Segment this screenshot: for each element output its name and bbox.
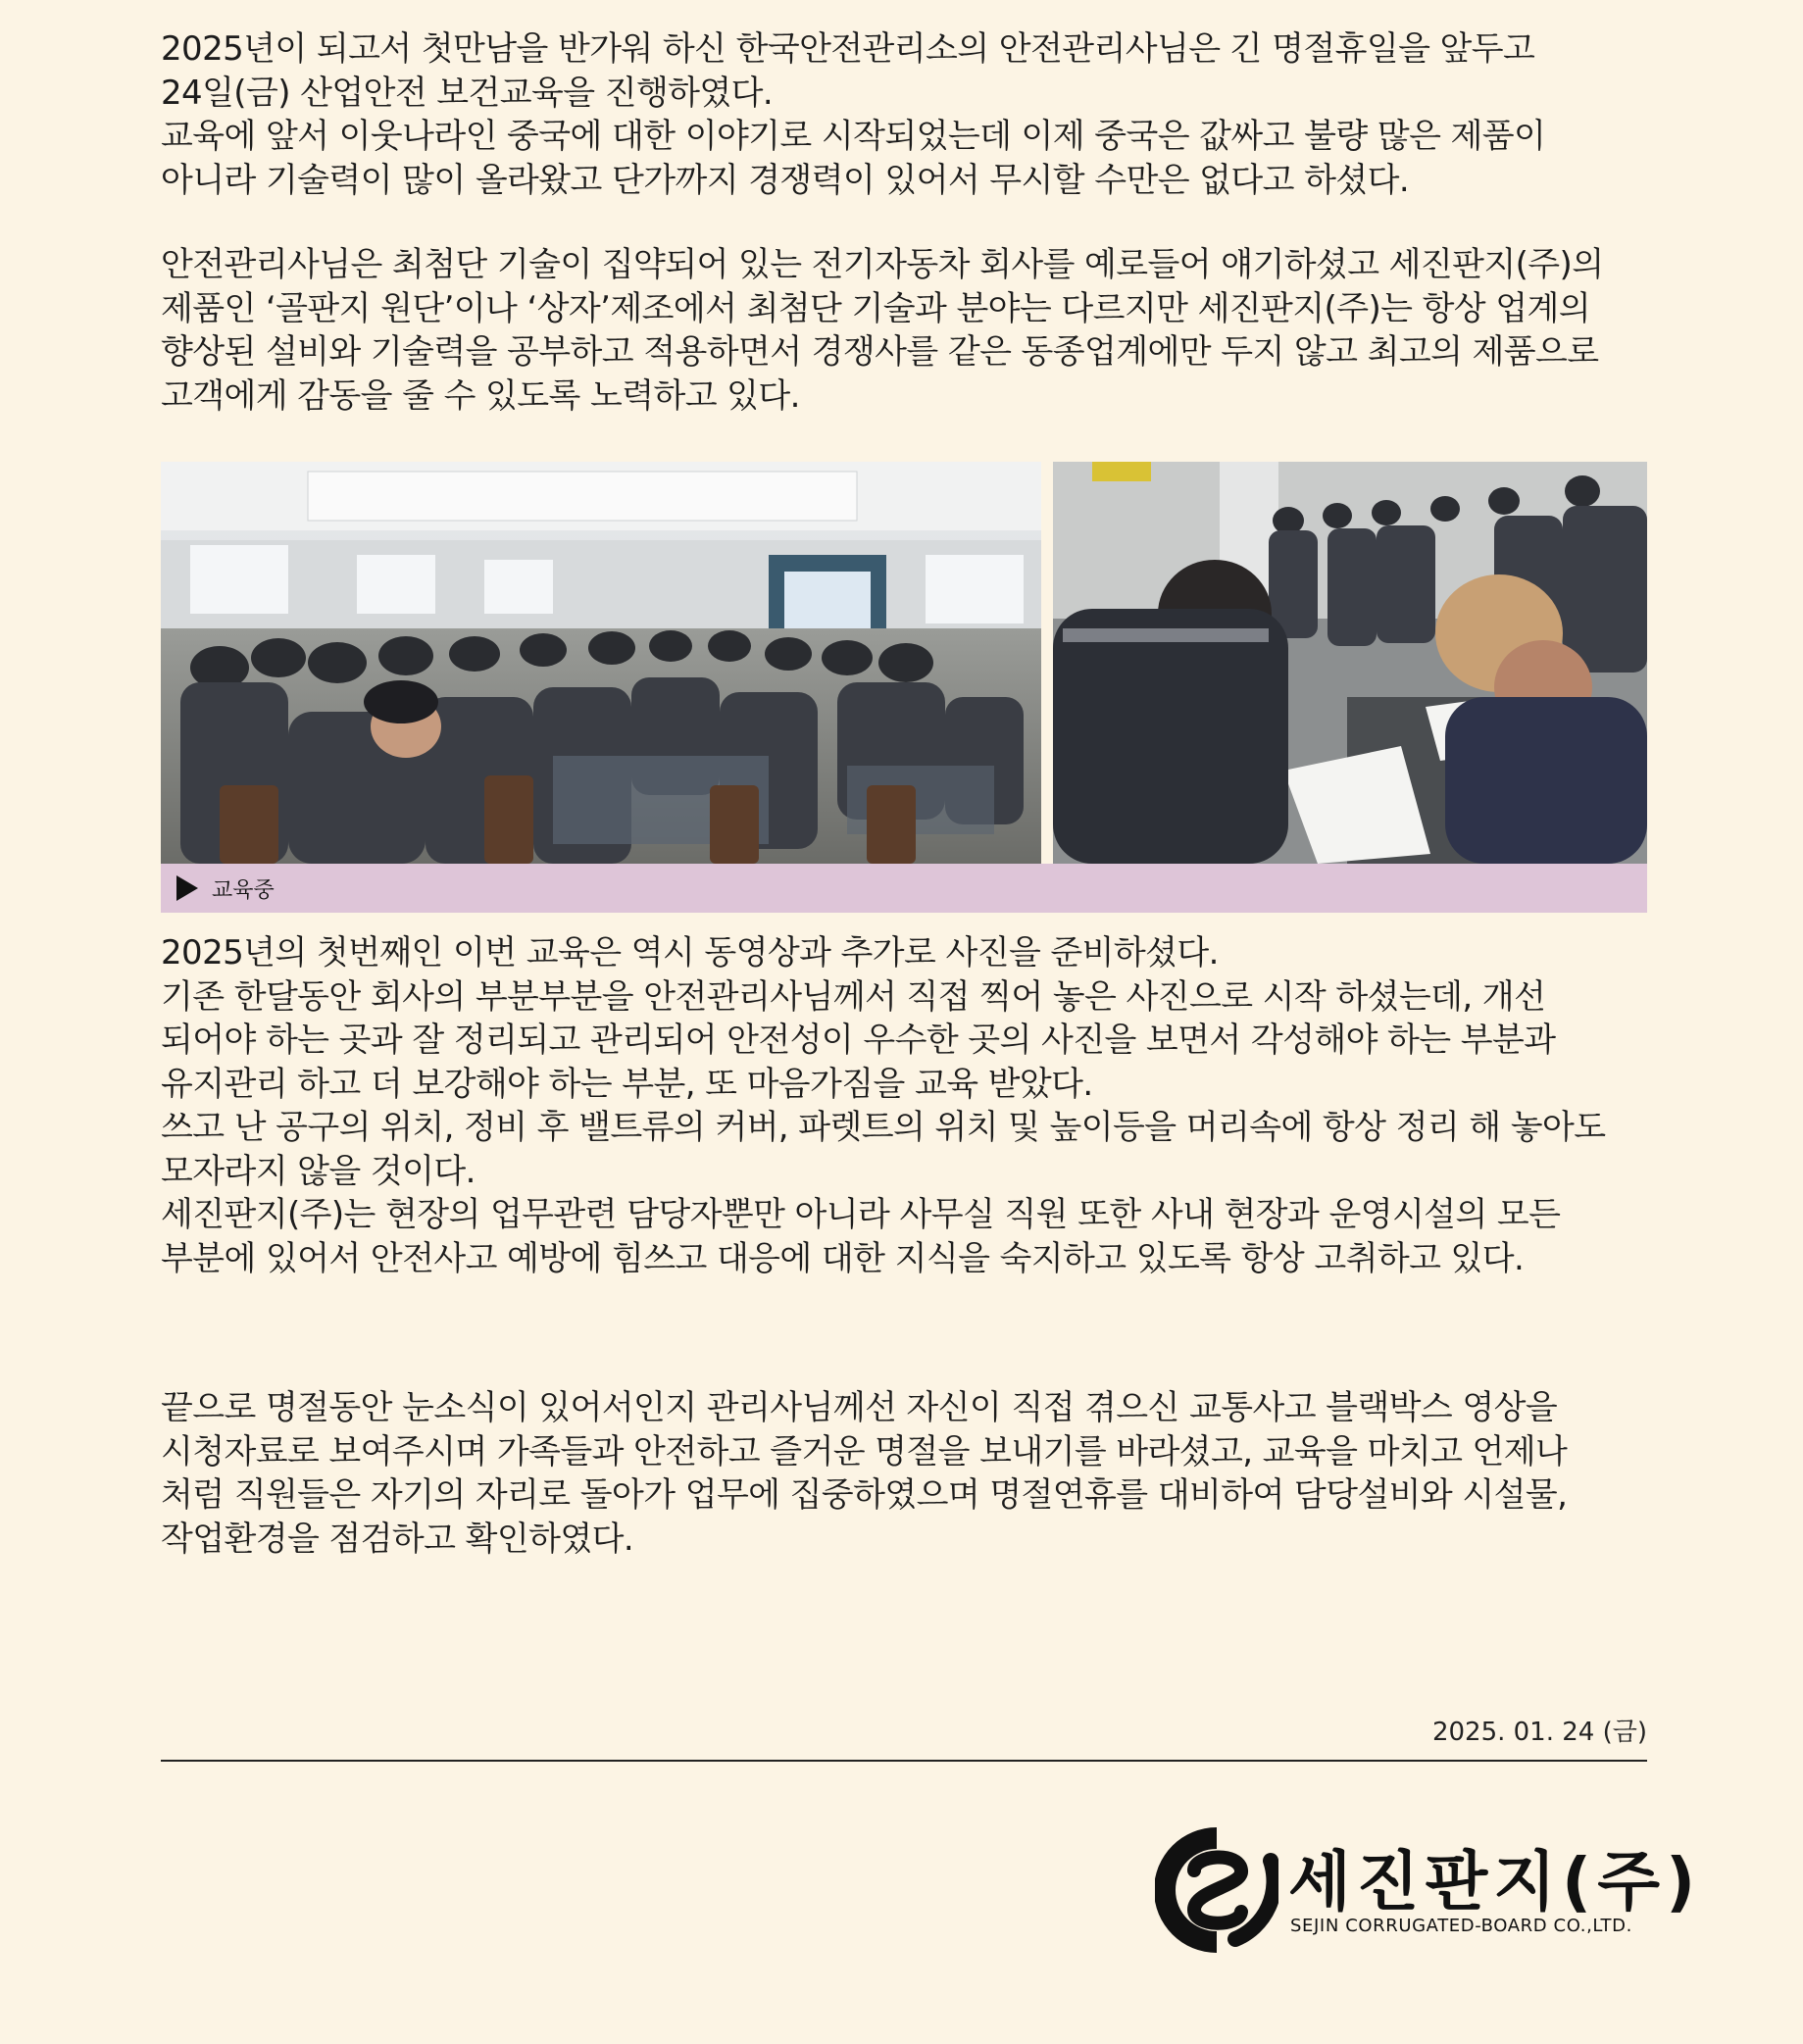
photo-caption-bar — [161, 864, 1647, 913]
paragraph-closing — [161, 1386, 1567, 1561]
training-room-photo — [161, 462, 1041, 864]
paragraph-intro — [161, 27, 1545, 202]
text-line: 세진판지(주)는 현장의 업무관련 담당자뿐만 아니라 사무실 직원 또한 사내 현장과 운영시설의 모든 — [161, 1195, 1561, 1234]
text-line: 향상된 설비와 기술력을 공부하고 적용하면서 경쟁사를 같은 동종업계에만 두지 않고 최고의 제품으로 — [161, 332, 1599, 372]
text-line: 2025년의 첫번째인 이번 교육은 역시 동영상과 추가로 사진을 준비하셨다. — [161, 933, 1219, 972]
play-arrow-icon — [176, 875, 198, 901]
workers-signing-photo — [1053, 462, 1647, 864]
company-logo — [1155, 1821, 1702, 1959]
divider — [161, 1760, 1647, 1762]
text-line: 끝으로 명절동안 눈소식이 있어서인지 관리사님께선 자신이 직접 겪으신 교통사고 블랙박스 영상을 — [161, 1388, 1558, 1427]
text-line: 기존 한달동안 회사의 부분부분을 안전관리사님께서 직접 찍어 놓은 사진으로 시작 하셨는데, 개선 — [161, 976, 1546, 1017]
text-line: 부분에 있어서 안전사고 예방에 힘쓰고 대응에 대한 지식을 숙지하고 있도록 항상 고취하고 있다. — [161, 1238, 1525, 1278]
text-line: 안전관리사님은 최첨단 기술이 집약되어 있는 전기자동차 회사를 예로들어 얘기하셨고 세진판지(주)의 — [161, 245, 1604, 284]
text-line: 2025년이 되고서 첫만남을 반가워 하신 한국안전관리소의 안전관리사님은 긴 명절휴일을 앞두고 — [161, 29, 1535, 69]
text-line: 쓰고 난 공구의 위치, 정비 후 밸트류의 커버, 파렛트의 위치 및 높이등을 머리속에 항상 정리 해 놓아도 — [161, 1108, 1606, 1147]
text-line: 시청자료로 보여주시며 가족들과 안전하고 즐거운 명절을 보내기를 바라셨고, 교육을 마치고 언제나 — [161, 1431, 1568, 1471]
photo-row — [161, 462, 1647, 864]
text-line: 작업환경을 점검하고 확인하였다. — [161, 1519, 634, 1559]
article-date: 2025. 01. 24 (금) — [1431, 1718, 1647, 1747]
text-line: 모자라지 않을 것이다. — [161, 1151, 476, 1191]
text-line: 교육에 앞서 이웃나라인 중국에 대한 이야기로 시작되었는데 이제 중국은 값싸고 불량 많은 제품이 — [161, 117, 1546, 156]
text-line: 아니라 기술력이 많이 올라왔고 단가까지 경쟁력이 있어서 무시할 수만은 없다고 하셨다. — [161, 160, 1410, 200]
text-line: 유지관리 하고 더 보강해야 하는 부분, 또 마음가짐을 교육 받았다. — [161, 1064, 1093, 1104]
text-line: 고객에게 감동을 줄 수 있도록 노력하고 있다. — [161, 375, 800, 416]
paragraph-training-content — [161, 931, 1606, 1280]
photo-caption: 교육중 — [212, 877, 275, 903]
text-line: 되어야 하는 곳과 잘 정리되고 관리되어 안전성이 우수한 곳의 사진을 보면서 각성해야 하는 부분과 — [161, 1021, 1556, 1060]
paragraph-ev-example — [161, 243, 1603, 418]
company-name: 세진판지(주) — [1288, 1844, 1702, 1919]
company-logo-mark-icon — [1155, 1821, 1278, 1959]
text-line: 제품인 ‘골판지 원단’이나 ‘상자’제조에서 최첨단 기술과 분야는 다르지만 세진판지(주)는 항상 업계의 — [161, 288, 1590, 328]
text-line: 처럼 직원들은 자기의 자리로 돌아가 업무에 집중하였으며 명절연휴를 대비하여 담당설비와 시설물, — [161, 1475, 1568, 1515]
text-line: 24일(금) 산업안전 보건교육을 진행하였다. — [161, 73, 774, 113]
company-name-english: SEJIN CORRUGATED-BOARD CO.,LTD. — [1290, 1916, 1632, 1936]
